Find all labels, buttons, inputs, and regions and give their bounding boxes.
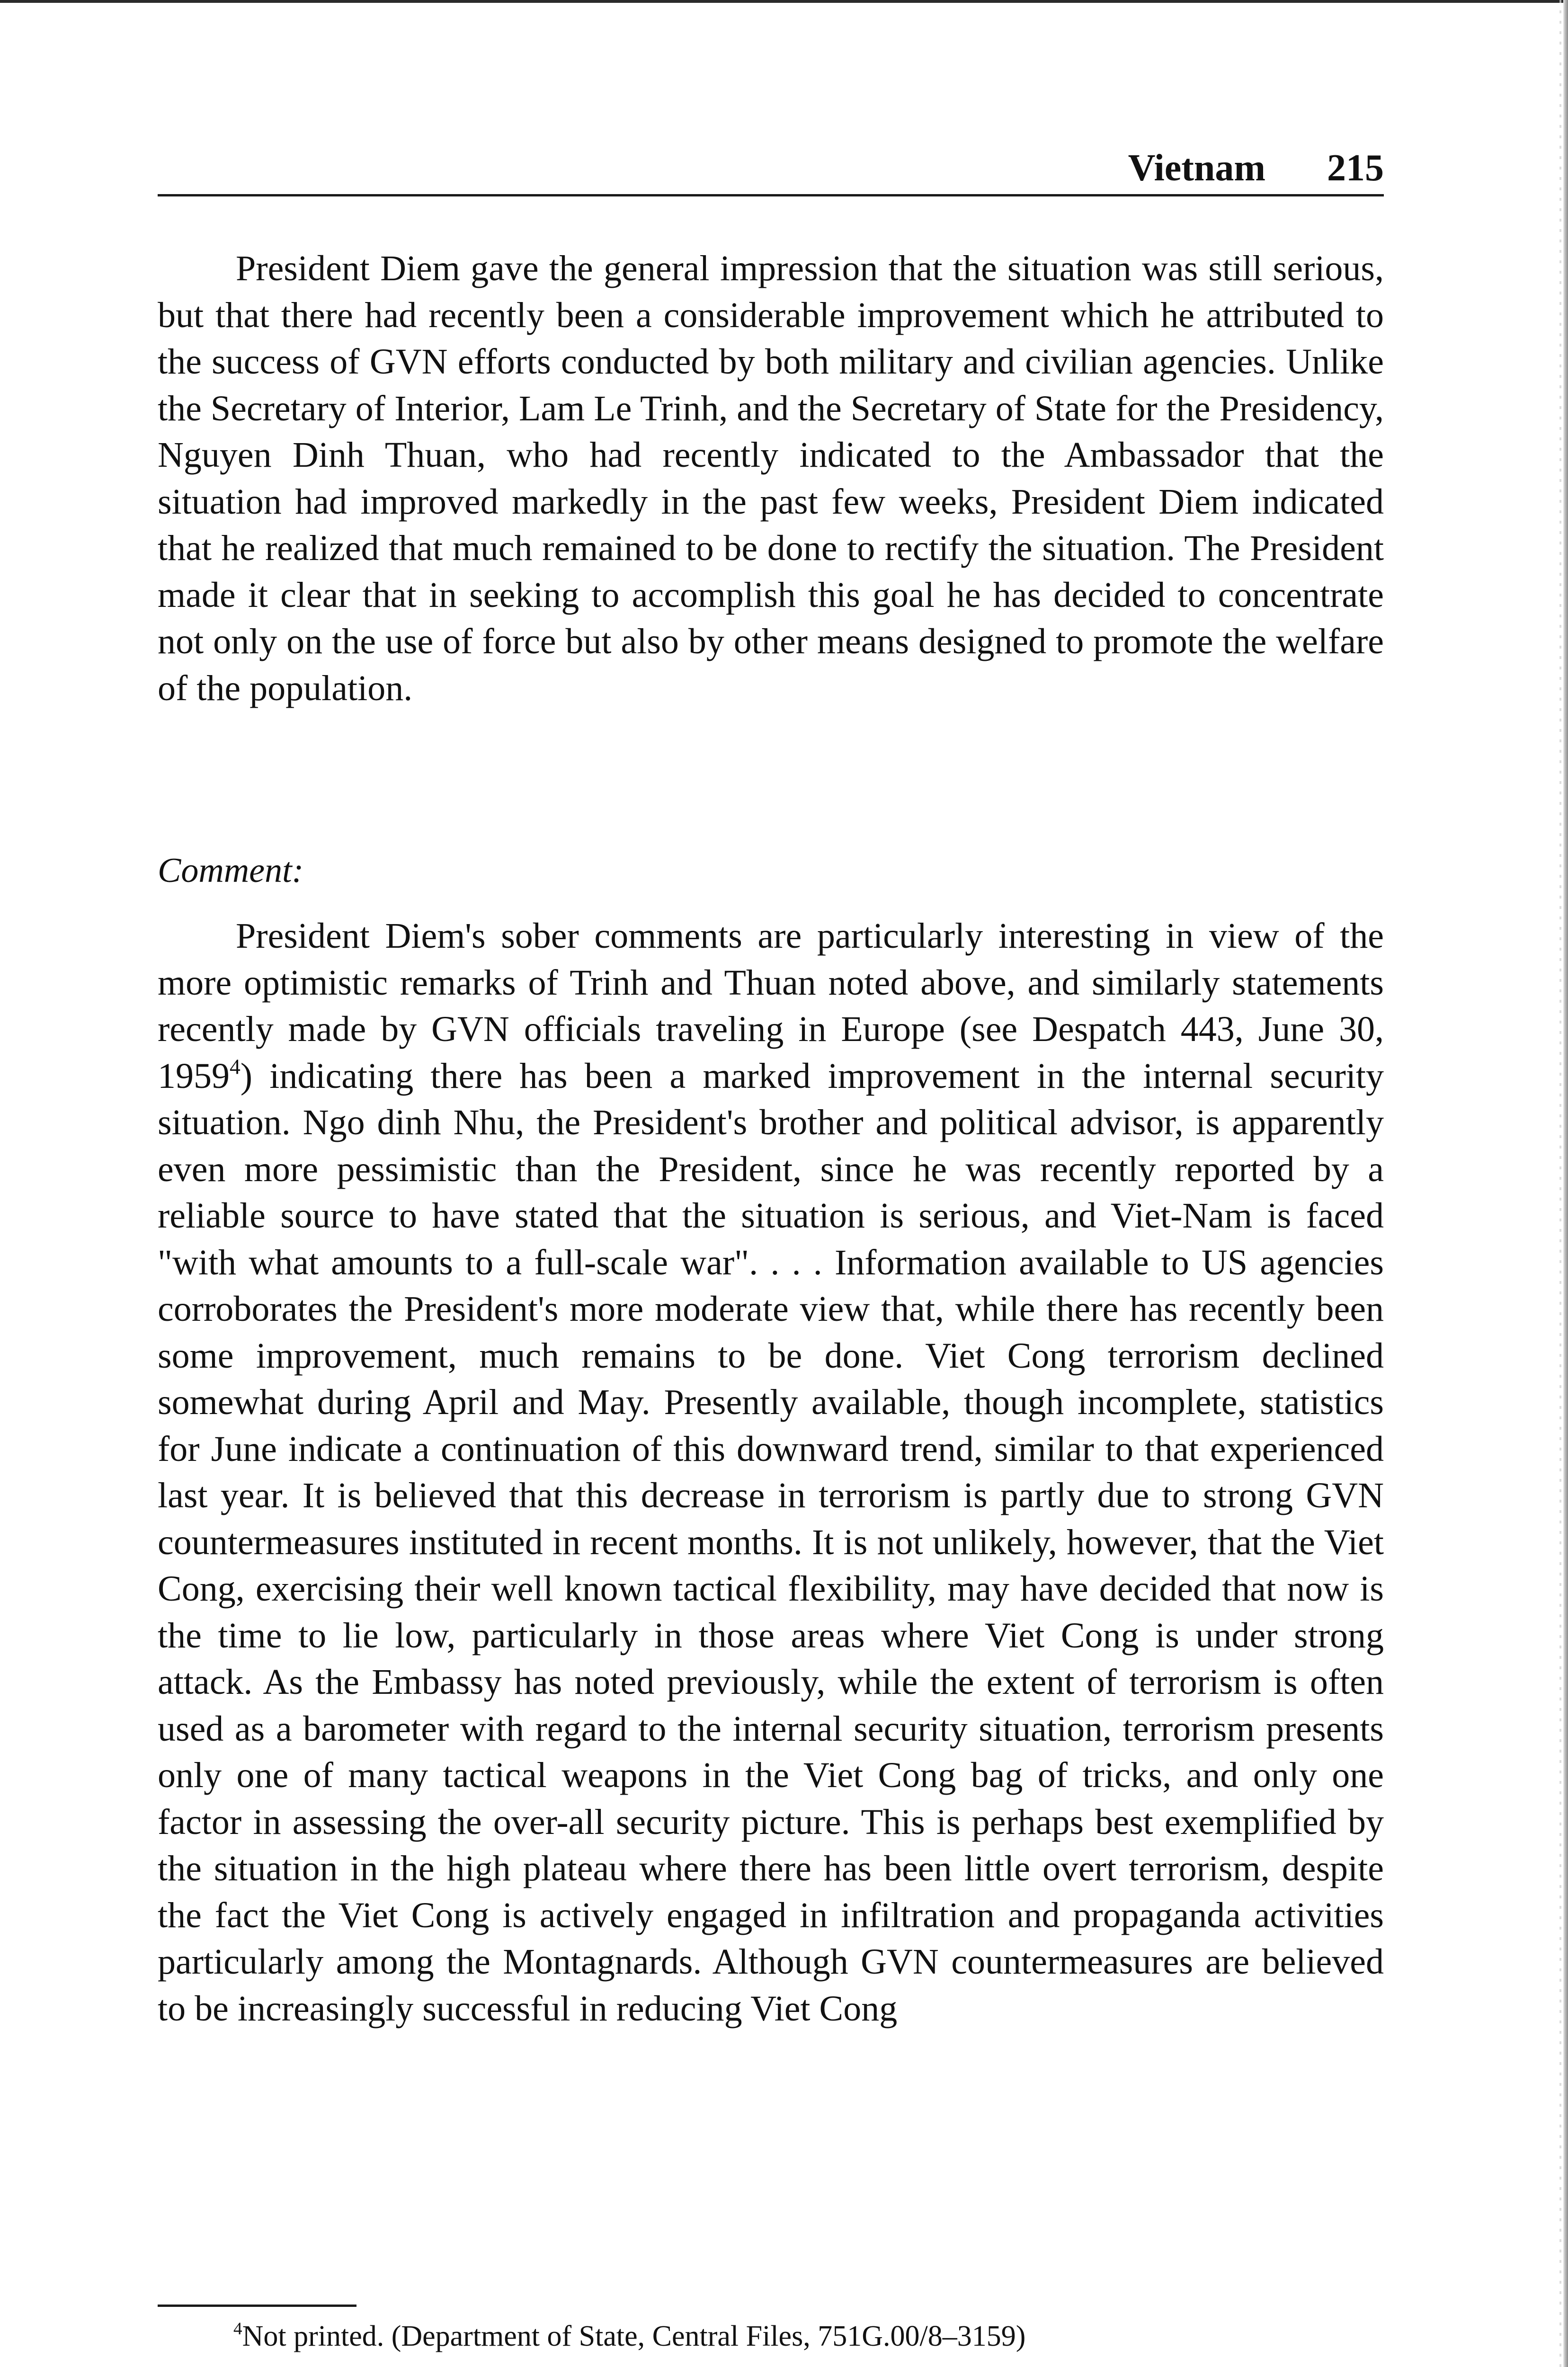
scan-right-edge bbox=[1563, 0, 1568, 2367]
header-rule bbox=[158, 194, 1384, 196]
scan-binding-marks bbox=[1559, 0, 1561, 2367]
page-number: 215 bbox=[1327, 147, 1384, 189]
paragraph-comment bbox=[158, 913, 1384, 2032]
comment-label: Comment: bbox=[158, 851, 304, 890]
footnote bbox=[158, 2315, 1384, 2358]
scan-top-edge bbox=[0, 0, 1568, 3]
footnote-marker: 4 bbox=[233, 2319, 242, 2339]
footnote-reference: 4 bbox=[230, 1054, 241, 1078]
footnote-text: Not printed. (Department of State, Central Files, 751G.00/8–3159) bbox=[242, 2320, 1026, 2352]
paragraph-comment-part-1: President Diem's sober comments are particularly interesting in view of the more optimistic remarks of Trinh and Thuan noted above, and similarly statements recently made by GVN officials traveling in Europe (see Despatch 443, June 30, 1959 bbox=[158, 916, 1384, 1096]
paragraph-president-diem: President Diem gave the general impression that the situation was still serious, but that there had recently been a considerable improvement which he attributed to the success of GVN efforts conducted by both military and civilian agencies. Unlike the Secretary of Interior, Lam Le Trinh, and the Secretary of State for the Presidency, Nguyen Dinh Thuan, who had recently indicated to the Ambassador that the situation had improved markedly in the past few weeks, President Diem indicated that he realized that much remained to be done to rectify the situation. The President made it clear that in seeking to accomplish this goal he has decided to concentrate not only on the use of force but also by other means designed to promote the welfare of the population. bbox=[158, 249, 1384, 708]
paragraph-comment-part-2: ) indicating there has been a marked improvement in the internal security situation. Ngo dinh Nhu, the President's brother and political advisor, is apparently even more pessimistic than the President, since he was recently reported by a reliable source to have stated that the situation is serious, and Viet-Nam is faced "with what amounts to a full-scale war". . . . Information available to US agencies corroborates the President's more moderate view that, while there has recently been some improvement, much remains to be done. Viet Cong terrorism declined somewhat during April and May. Presently available, though incomplete, statistics for June indicate a continuation of this downward trend, similar to that experienced last year. It is believed that this decrease in terrorism is partly due to strong GVN countermeasures instituted in recent months. It is not unlikely, however, that the Viet Cong, exercising their well known tactical flexibility, may have decided that now is the time to lie low, particularly in those areas where Viet Cong is under strong attack. As the Embassy has noted previously, while the extent of terrorism is often used as a barometer with regard to the internal security situation, terrorism presents only one of many tactical weapons in the Viet Cong bag of tricks, and only one factor in assessing the over-all security picture. This is perhaps best exemplified by the situation in the high plateau where there has been little overt terrorism, despite the fact the Viet Cong is actively engaged in infiltration and propaganda activities particularly among the Montagnards. Although GVN countermeasures are believed to be increasingly successful in reducing Viet Cong bbox=[158, 1056, 1384, 2029]
running-head bbox=[158, 142, 1384, 194]
footnote-rule bbox=[158, 2305, 356, 2307]
running-head-title: Vietnam bbox=[1128, 147, 1265, 189]
